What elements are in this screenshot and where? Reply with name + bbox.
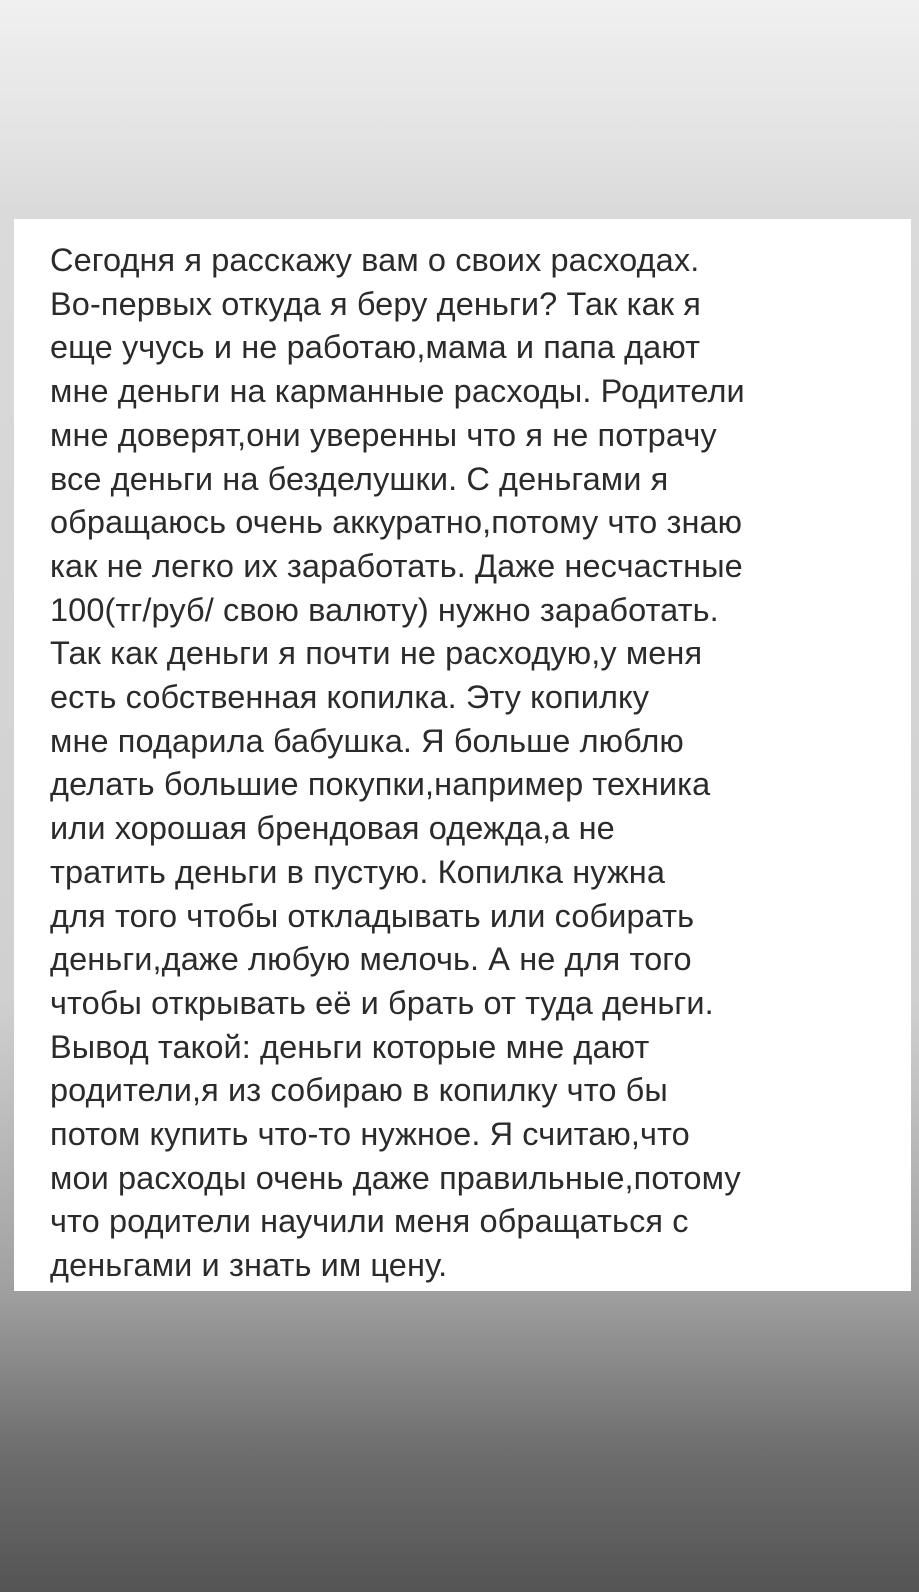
- text-line: делать большие покупки,например техника: [50, 766, 711, 803]
- text-line: все деньги на безделушки. С деньгами я: [50, 460, 669, 497]
- text-line: родители,я из собираю в копилку что бы: [50, 1072, 668, 1109]
- text-card: [14, 219, 911, 1291]
- text-line: деньгами и знать им цену.: [50, 1247, 448, 1284]
- text-line: Сегодня я расскажу вам о своих расходах.: [50, 242, 700, 278]
- text-line: или хорошая брендовая одежда,а не: [50, 810, 615, 847]
- text-line: потом купить что-то нужное. Я считаю,что: [50, 1116, 690, 1153]
- text-line: что родители научили меня обращаться с: [50, 1203, 689, 1240]
- text-line: 100(тг/руб/ свою валюту) нужно заработать.: [50, 591, 719, 628]
- text-line: мне доверят,они уверенны что я не потрачу: [50, 416, 717, 453]
- text-line: Так как деньги я почти не расходую,у меня: [50, 635, 703, 672]
- text-line: чтобы открывать её и брать от туда деньги.: [50, 984, 714, 1021]
- text-line: тратить деньги в пустую. Копилка нужна: [50, 853, 666, 890]
- text-line: мне подарила бабушка. Я больше люблю: [50, 722, 684, 759]
- text-line: как не легко их заработать. Даже несчастные: [50, 547, 743, 584]
- text-line: мне деньги на карманные расходы. Родители: [50, 373, 745, 410]
- text-line: деньги,даже любую мелочь. А не для того: [50, 941, 692, 978]
- text-line: мои расходы очень даже правильные,потому: [50, 1159, 741, 1196]
- text-line: еще учусь и не работаю,мама и папа дают: [50, 329, 701, 366]
- text-line: Во-первых откуда я беру деньги? Так как я: [50, 285, 701, 322]
- text-line: для того чтобы откладывать или собирать: [50, 897, 695, 934]
- text-line: есть собственная копилка. Эту копилку: [50, 679, 650, 716]
- text-line: обращаюсь очень аккуратно,потому что знаю: [50, 504, 743, 541]
- text-line: Вывод такой: деньги которые мне дают: [50, 1028, 650, 1065]
